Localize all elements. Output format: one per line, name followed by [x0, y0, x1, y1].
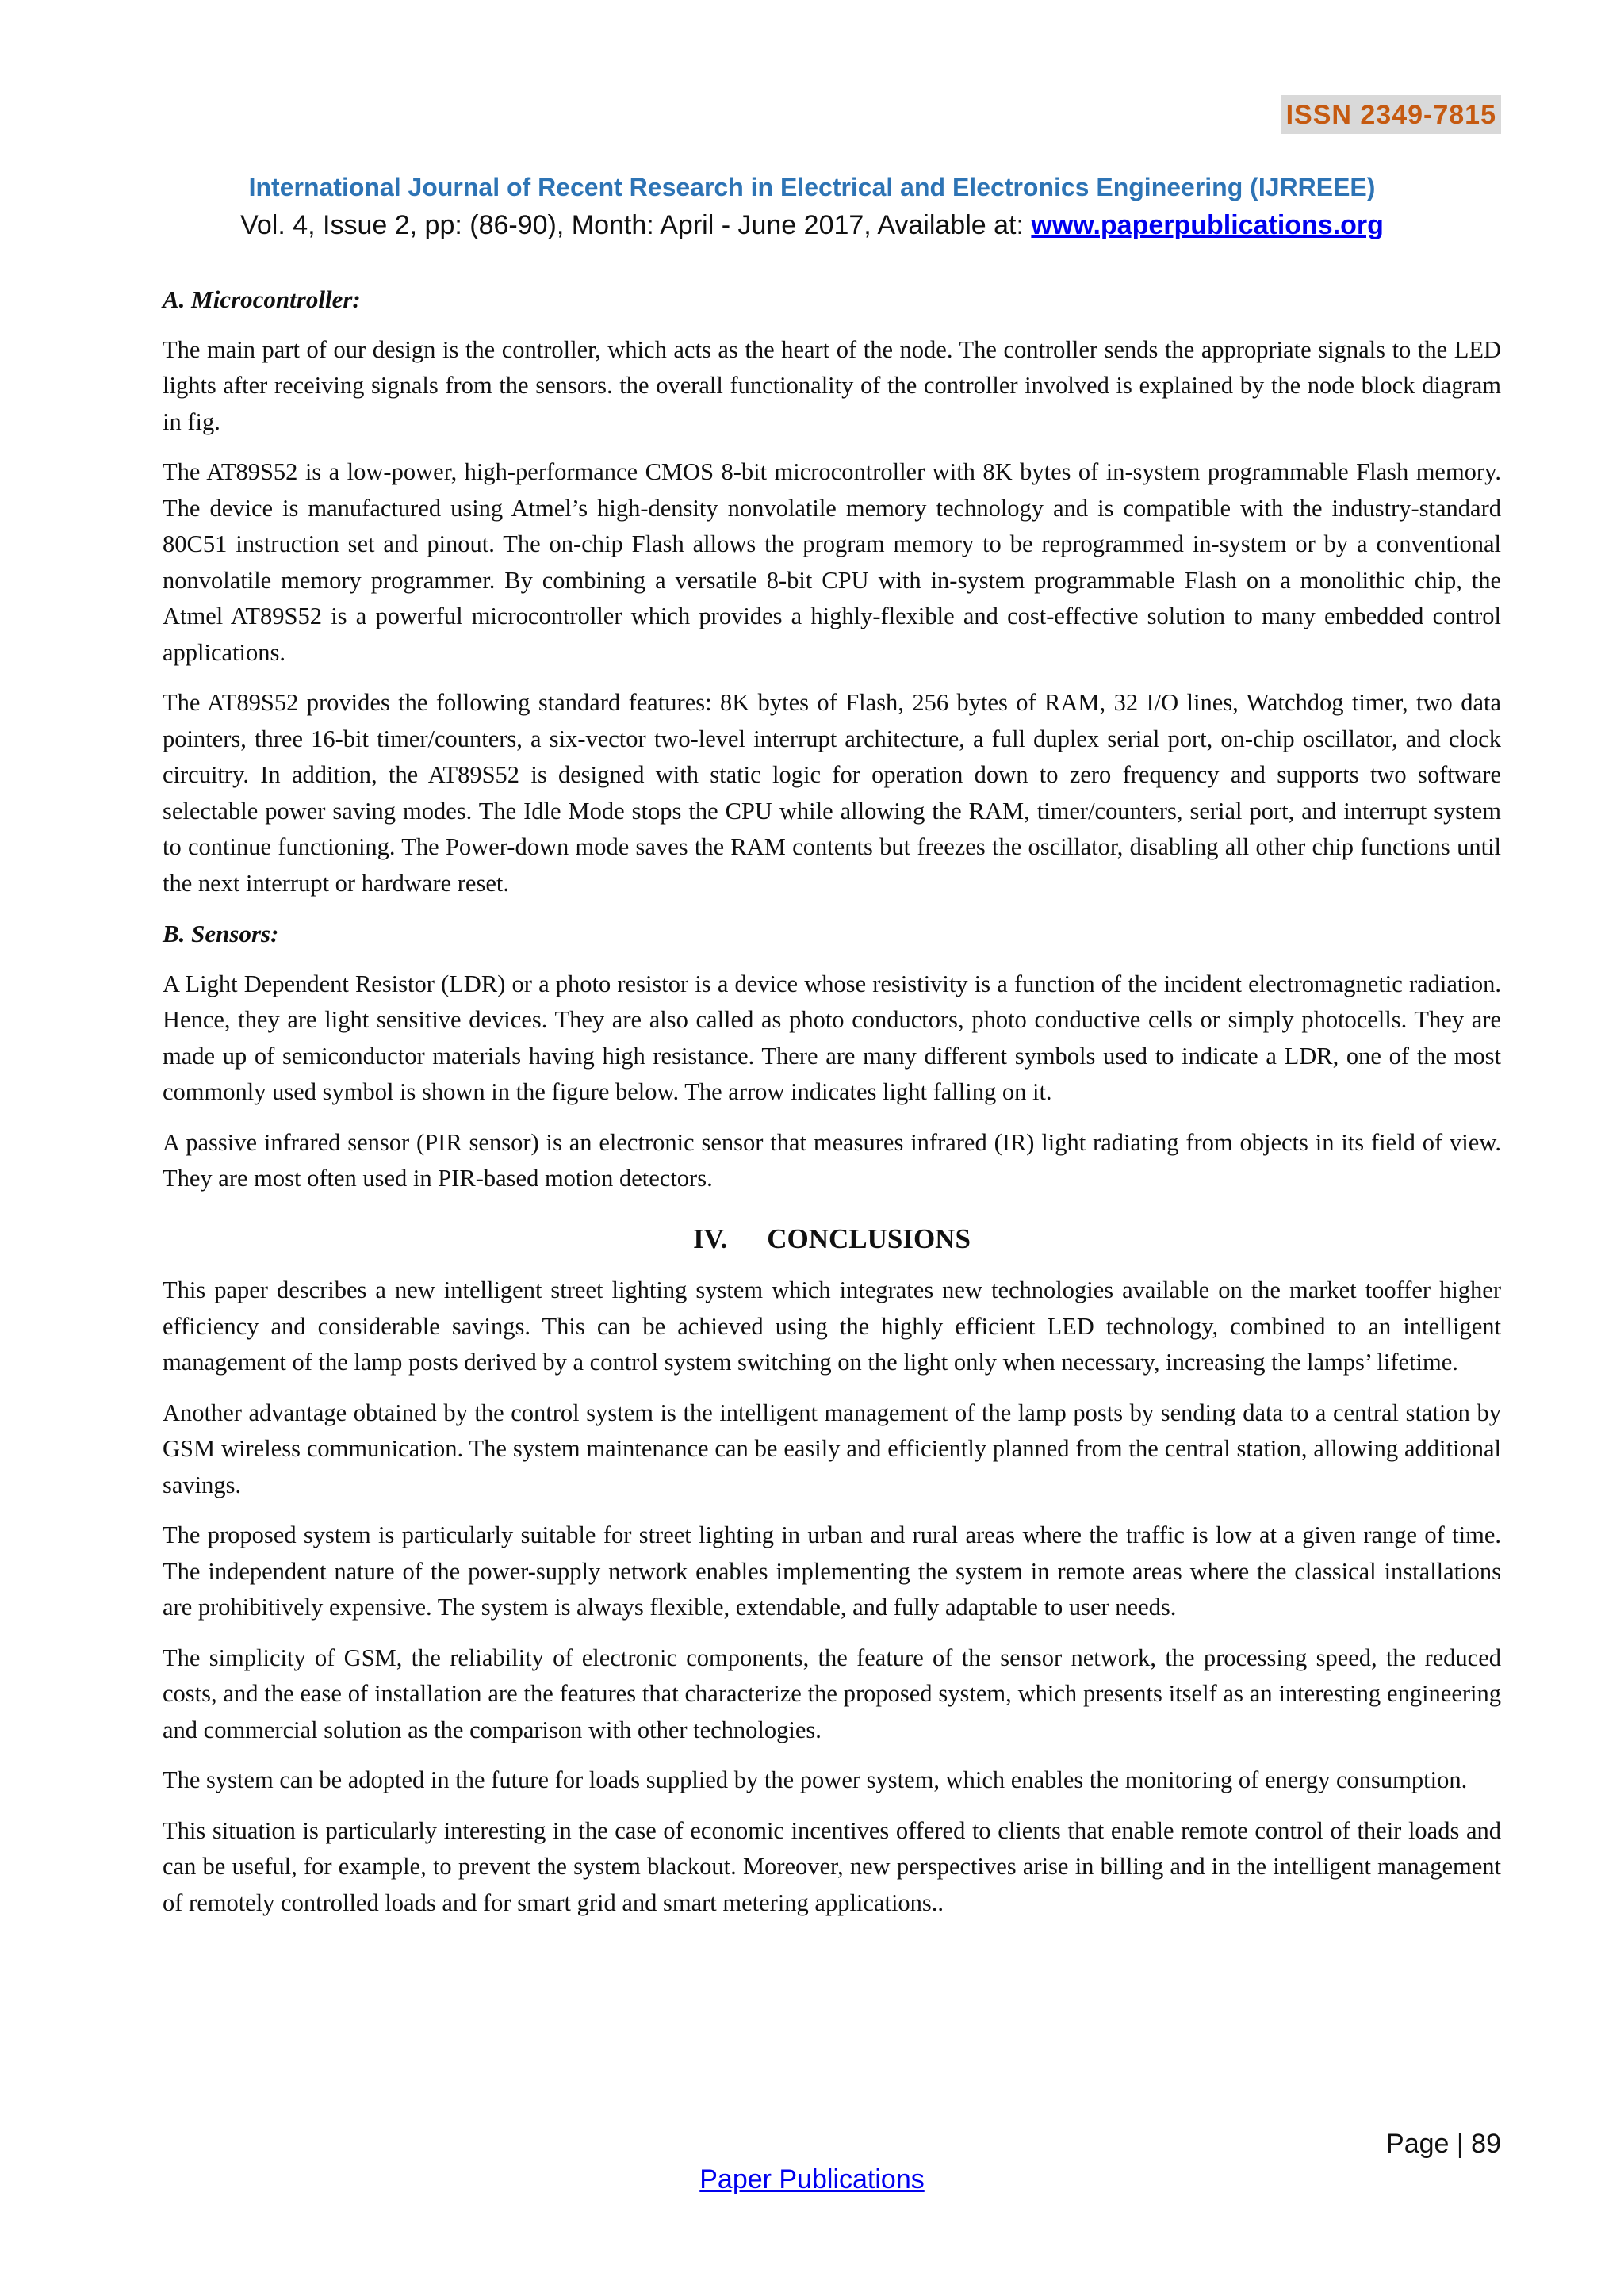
paragraph: The AT89S52 provides the following standard features: 8K bytes of Flash, 256 bytes of RAM, 32 I/O lines, Watchdog timer, two data pointers, three 16-bit timer/counters, a six-vector two-level interrupt architecture, a full duplex serial port, on-chip oscillator, and clock circuitry. In addition, the AT89S52 is designed with static logic for operation down to zero frequency and supports two software selectable power saving modes. The Idle Mode stops the CPU while allowing the RAM, timer/counters, serial port, and interrupt system to continue functioning. The Power-down mode saves the RAM contents but freezes the oscillator, disabling all other chip functions until the next interrupt or hardware reset.: [163, 689, 1501, 897]
paragraph: The system can be adopted in the future for loads supplied by the power system, which enables the monitoring of energy consumption.: [163, 1766, 1468, 1793]
journal-title: International Journal of Recent Research in Electrical and Electronics Engineering (IJRREEE): [248, 173, 1376, 201]
paragraph: A passive infrared sensor (PIR sensor) is an electronic sensor that measures infrared (IR) light radiating from objects in its field of view. They are most often used in PIR-based motion detectors.: [163, 1128, 1501, 1192]
paragraph: The main part of our design is the controller, which acts as the heart of the node. The controller sends the appropriate signals to the LED lights after receiving signals from the sensors. the overall functionality of the controller involved is explained by the node block diagram in fig.: [163, 335, 1501, 435]
section-title: CONCLUSIONS: [767, 1223, 971, 1254]
paragraph: The AT89S52 is a low-power, high-performance CMOS 8-bit microcontroller with 8K bytes of in-system programmable Flash memory. The device is manufactured using Atmel’s high-density nonvolatile memory technology and is compatible with the industry-standard 80C51 instruction set and pinout. The on-chip Flash allows the program memory to be reprogrammed in-system or by a conventional nonvolatile memory programmer. By combining a versatile 8-bit CPU with in-system programmable Flash on a monolithic chip, the Atmel AT89S52 is a powerful microcontroller which provides a highly-flexible and cost-effective solution to many embedded control applications.: [163, 458, 1501, 666]
section-heading-sensors: B. Sensors:: [163, 920, 279, 947]
journal-website-link[interactable]: www.paperpublications.org: [1031, 210, 1384, 240]
section-heading-conclusions: [163, 1221, 1501, 1257]
footer: [0, 2164, 1624, 2195]
paragraph: A Light Dependent Resistor (LDR) or a photo resistor is a device whose resistivity is a function of the incident electromagnetic radiation. Hence, they are light sensitive devices. They are also called as photo conductors, photo conductive cells or simply photocells. They are made up of semiconductor materials having high resistance. There are many different symbols used to indicate a LDR, one of the most commonly used symbol is shown in the figure below. The arrow indicates light falling on it.: [163, 970, 1501, 1105]
paragraph: This situation is particularly interesting in the case of economic incentives offered to clients that enable remote control of their loads and can be useful, for example, to prevent the system blackout. Moreover, new perspectives arise in billing and in the intelligent management of remotely controlled loads and for smart grid and smart metering applications..: [163, 1816, 1501, 1916]
journal-meta-text: Vol. 4, Issue 2, pp: (86-90), Month: April - June 2017, Available at:: [240, 210, 1032, 240]
section-heading-microcontroller: A. Microcontroller:: [163, 285, 361, 313]
page-number: Page | 89: [1386, 2129, 1501, 2159]
journal-meta-line: [0, 210, 1624, 241]
article-body: [163, 281, 1501, 1935]
issn-badge: ISSN 2349-7815: [1281, 95, 1501, 134]
section-number: IV.: [693, 1223, 728, 1254]
paragraph: Another advantage obtained by the control system is the intelligent management of the lamp posts by sending data to a central station by GSM wireless communication. The system maintenance can be easily and efficiently planned from the central station, allowing additional savings.: [163, 1399, 1501, 1498]
paragraph: The proposed system is particularly suitable for street lighting in urban and rural areas where the traffic is low at a given range of time. The independent nature of the power-supply network enables implementing the system in remote areas where the classical installations are prohibitively expensive. The system is always flexible, extendable, and fully adaptable to user needs.: [163, 1521, 1501, 1621]
publisher-link[interactable]: Paper Publications: [699, 2164, 925, 2195]
paragraph: The simplicity of GSM, the reliability of electronic components, the feature of the sensor network, the processing speed, the reduced costs, and the ease of installation are the features that characterize the proposed system, which presents itself as an interesting engineering and commercial solution as the comparison with other technologies.: [163, 1644, 1501, 1743]
paragraph: This paper describes a new intelligent street lighting system which integrates new technologies available on the market tooffer higher efficiency and considerable savings. This can be achieved using the highly efficient LED technology, combined to an intelligent management of the lamp posts derived by a control system switching on the light only when necessary, increasing the lamps’ lifetime.: [163, 1276, 1501, 1376]
